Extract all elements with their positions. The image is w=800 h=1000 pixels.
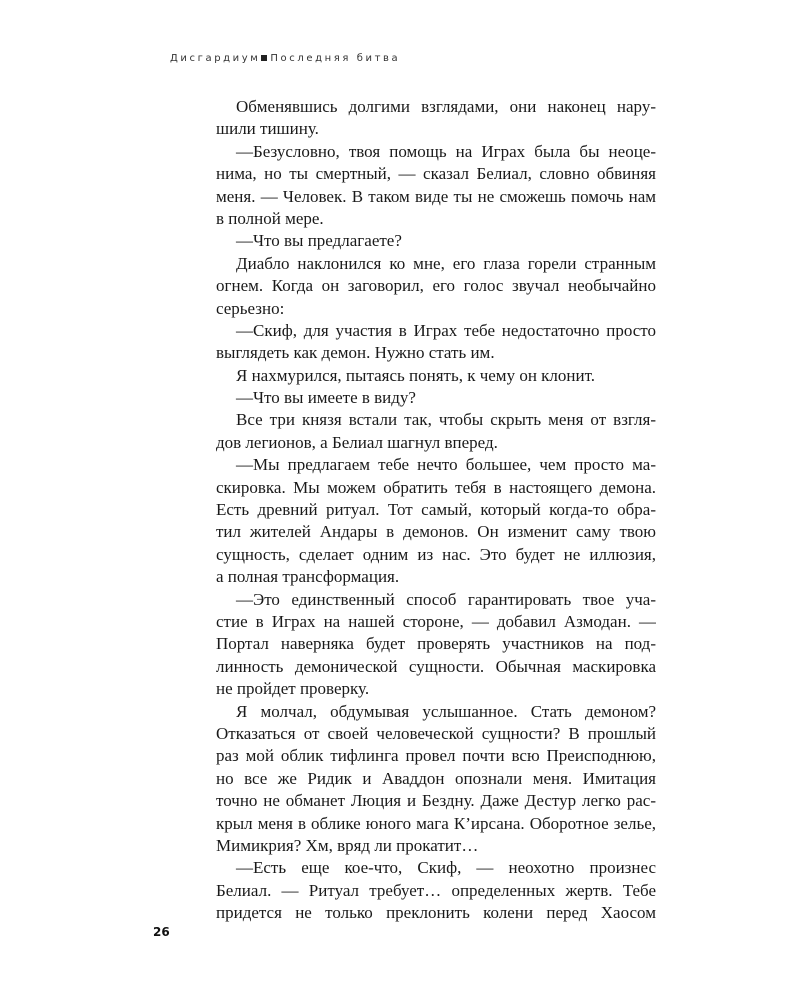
text-line: нима, но ты смертный, — сказал Белиал, словно обвиняя	[216, 164, 656, 184]
running-header	[170, 53, 400, 64]
part-title: Последняя битва	[270, 53, 401, 64]
text-line: меня. — Человек. В таком виде ты не сможешь помочь нам	[216, 186, 656, 206]
text-line: —Это единственный способ гарантировать твое уча-	[236, 589, 656, 609]
text-line: крыл меня в облике юного мага К’ирсана. Оборотное зелье,	[216, 813, 656, 833]
text-line: скировка. Мы можем обратить тебя в настоящего демона.	[216, 477, 656, 497]
text-line: не пройдет проверку.	[216, 679, 370, 699]
text-line: выглядеть как демон. Нужно стать им.	[216, 343, 495, 363]
page-number: 26	[153, 925, 170, 939]
text-line: Я нахмурился, пытаясь понять, к чему он клонит.	[236, 365, 596, 385]
text-line: Я молчал, обдумывая услышанное. Стать демоном?	[236, 701, 656, 721]
body-text	[216, 96, 656, 924]
text-line: Обменявшись долгими взглядами, они наконец нару-	[236, 97, 656, 116]
text-line: в полной мере.	[216, 208, 324, 228]
text-line: серьезно:	[216, 298, 285, 318]
text-line: —Безусловно, твоя помощь на Играх была бы неоце-	[236, 141, 656, 161]
text-line: Белиал. — Ритуал требует… определенных жертв. Тебе	[216, 880, 656, 900]
text-line: Портал наверняка будет проверять участников на под-	[216, 634, 656, 654]
text-line: —Мы предлагаем тебе нечто большее, чем просто ма-	[236, 455, 656, 475]
text-line: раз мой облик тифлинга провел почти всю Преисподнюю,	[216, 746, 656, 766]
text-line: —Есть еще кое-что, Скиф, — неохотно произнес	[236, 858, 656, 878]
text-line: Отказаться от своей человеческой сущности? В прошлый	[216, 723, 656, 743]
book-title: Дисгардиум	[170, 53, 261, 64]
text-line: придется не только преклонить колени перед Хаосом	[216, 903, 656, 923]
text-line: но все же Ридик и Аваддон опознали меня. Имитация	[216, 768, 656, 788]
text-line: —Что вы предлагаете?	[236, 231, 402, 251]
text-line: —Что вы имеете в виду?	[236, 388, 416, 408]
text-line: а полная трансформация.	[216, 567, 400, 587]
text-line: точно не обманет Люция и Бездну. Даже Дестур легко рас-	[216, 791, 656, 811]
text-line: огнем. Когда он заговорил, его голос звучал необычайно	[216, 276, 656, 296]
text-line: стие в Играх на нашей стороне, — добавил Азмодан. —	[216, 611, 656, 631]
text-line: дов легионов, а Белиал шагнул вперед.	[216, 432, 498, 452]
text-line: шили тишину.	[216, 119, 319, 139]
text-line: Мимикрия? Хм, вряд ли прокатит…	[216, 835, 479, 855]
separator-square-icon	[261, 55, 267, 61]
text-line: Есть древний ритуал. Тот самый, который когда-то обра-	[216, 500, 656, 520]
text-line: тил жителей Андары в демонов. Он изменит саму твою	[216, 522, 656, 542]
text-line: —Скиф, для участия в Играх тебе недостаточно просто	[236, 320, 656, 340]
text-line: линность демонической сущности. Обычная маскировка	[216, 656, 656, 676]
text-line: сущность, сделает одним из нас. Это будет не иллюзия,	[216, 544, 656, 564]
text-line: Диабло наклонился ко мне, его глаза горели странным	[236, 253, 656, 273]
text-line: Все три князя встали так, чтобы скрыть меня от взгля-	[236, 410, 656, 430]
